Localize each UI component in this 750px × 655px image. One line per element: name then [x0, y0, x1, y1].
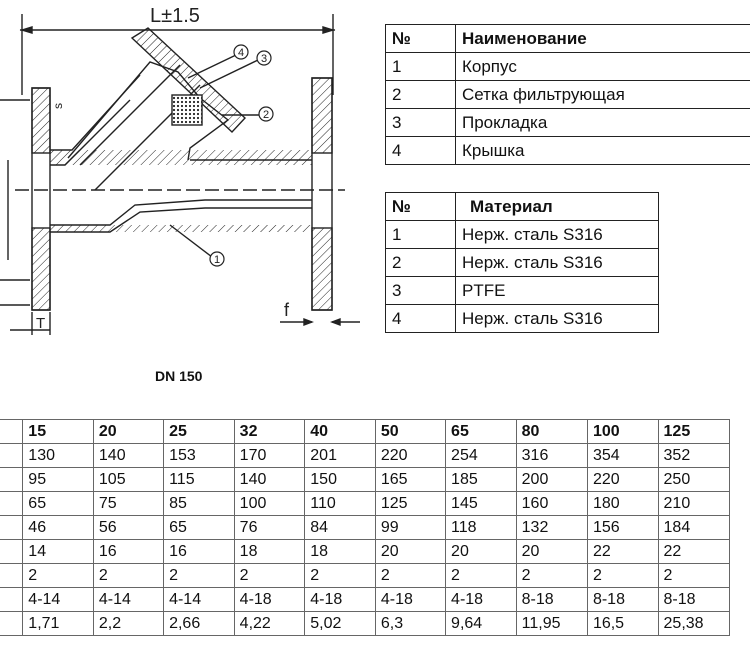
parts-header-num: №	[386, 25, 456, 53]
table-cell: 115	[164, 468, 235, 492]
table-row	[0, 540, 730, 564]
dimensions-col-header: 25	[164, 420, 235, 444]
material-num: 3	[386, 277, 456, 305]
dimensions-col-header: 15	[23, 420, 94, 444]
table-cell: 5,02	[305, 612, 376, 636]
table-cell: 145	[446, 492, 517, 516]
table-cell: 118	[446, 516, 517, 540]
table-cell: 99	[375, 516, 445, 540]
table-cell: 180	[587, 492, 658, 516]
material-num: 4	[386, 305, 456, 333]
dn-caption: DN 150	[155, 368, 203, 384]
table-row	[386, 277, 659, 305]
table-cell: 316	[516, 444, 587, 468]
table-cell: 2	[587, 564, 658, 588]
dimensions-col-header: 32	[234, 420, 305, 444]
table-cell: 8-18	[587, 588, 658, 612]
table-cell: 220	[587, 468, 658, 492]
table-row	[386, 221, 659, 249]
table-cell: 4-14	[164, 588, 235, 612]
table-cell: 140	[93, 444, 163, 468]
table-cell: 140	[234, 468, 305, 492]
table-cell: 184	[658, 516, 729, 540]
table-cell: 2	[305, 564, 376, 588]
row-label	[0, 612, 23, 636]
table-cell: 4-14	[23, 588, 94, 612]
table-cell: 22	[587, 540, 658, 564]
material-num: 2	[386, 249, 456, 277]
parts-num: 1	[386, 53, 456, 81]
parts-name: Сетка фильтрующая	[456, 81, 750, 109]
dimensions-col-header: 100	[587, 420, 658, 444]
table-cell: 2	[93, 564, 163, 588]
table-cell: 4-18	[446, 588, 517, 612]
table-cell: 2	[234, 564, 305, 588]
table-cell: 6,3	[375, 612, 445, 636]
callout-1-label: 1	[213, 254, 221, 266]
table-row	[0, 492, 730, 516]
table-cell: 4-14	[93, 588, 163, 612]
dimensions-header	[0, 420, 730, 444]
callout-2-label: 2	[262, 109, 270, 121]
table-row	[386, 137, 750, 165]
table-row	[386, 249, 659, 277]
table-cell: 156	[587, 516, 658, 540]
row-label	[0, 516, 23, 540]
table-cell: 254	[446, 444, 517, 468]
table-cell: 20	[516, 540, 587, 564]
parts-table	[385, 24, 750, 165]
table-cell: 2	[375, 564, 445, 588]
table-cell: 2	[516, 564, 587, 588]
table-cell: 352	[658, 444, 729, 468]
table-cell: 22	[658, 540, 729, 564]
table-row	[386, 109, 750, 137]
row-label	[0, 444, 23, 468]
material-num: 1	[386, 221, 456, 249]
parts-name: Корпус	[456, 53, 750, 81]
table-cell: 100	[234, 492, 305, 516]
table-cell: 2	[658, 564, 729, 588]
table-cell: 95	[23, 468, 94, 492]
material-name: Нерж. сталь S316	[456, 249, 659, 277]
table-cell: 4-18	[305, 588, 376, 612]
table-cell: 2,2	[93, 612, 163, 636]
table-cell: 75	[93, 492, 163, 516]
dimensions-col-header: 80	[516, 420, 587, 444]
dimensions-col-header: 40	[305, 420, 376, 444]
dimensions-corner	[0, 420, 23, 444]
material-name: PTFE	[456, 277, 659, 305]
row-label	[0, 468, 23, 492]
table-cell: 1,71	[23, 612, 94, 636]
row-label	[0, 588, 23, 612]
dimensions-col-header: 50	[375, 420, 445, 444]
parts-num: 4	[386, 137, 456, 165]
table-cell: 16	[93, 540, 163, 564]
table-row	[0, 468, 730, 492]
table-row	[386, 53, 750, 81]
table-cell: 132	[516, 516, 587, 540]
table-cell: 4-18	[375, 588, 445, 612]
table-row	[386, 81, 750, 109]
parts-name: Прокладка	[456, 109, 750, 137]
table-cell: 85	[164, 492, 235, 516]
table-cell: 4-18	[234, 588, 305, 612]
table-cell: 14	[23, 540, 94, 564]
table-cell: 160	[516, 492, 587, 516]
table-cell: 18	[305, 540, 376, 564]
table-cell: 11,95	[516, 612, 587, 636]
callout-4-label: 4	[237, 47, 245, 59]
material-table	[385, 192, 659, 333]
material-header-num: №	[386, 193, 456, 221]
table-cell: 153	[164, 444, 235, 468]
dimensions-col-header: 65	[446, 420, 517, 444]
callout-3-label: 3	[260, 53, 268, 65]
table-cell: 2	[164, 564, 235, 588]
table-cell: 210	[658, 492, 729, 516]
dim-length-label: L±1.5	[150, 5, 200, 27]
table-row	[0, 612, 730, 636]
material-name: Нерж. сталь S316	[456, 305, 659, 333]
strainer-drawing	[0, 0, 380, 345]
table-cell: 20	[375, 540, 445, 564]
row-label	[0, 540, 23, 564]
table-cell: 16,5	[587, 612, 658, 636]
parts-header-name: Наименование	[456, 25, 750, 53]
table-cell: 20	[446, 540, 517, 564]
table-cell: 150	[305, 468, 376, 492]
material-table-header	[386, 193, 659, 221]
table-cell: 125	[375, 492, 445, 516]
parts-num: 3	[386, 109, 456, 137]
table-cell: 76	[234, 516, 305, 540]
table-cell: 2	[23, 564, 94, 588]
table-cell: 2,66	[164, 612, 235, 636]
table-cell: 9,64	[446, 612, 517, 636]
table-cell: 25,38	[658, 612, 729, 636]
table-cell: 65	[164, 516, 235, 540]
table-cell: 56	[93, 516, 163, 540]
table-cell: 170	[234, 444, 305, 468]
table-row	[0, 588, 730, 612]
dim-s-label: s	[51, 103, 65, 109]
dimensions-col-header: 20	[93, 420, 163, 444]
table-cell: 16	[164, 540, 235, 564]
table-cell: 354	[587, 444, 658, 468]
table-cell: 110	[305, 492, 376, 516]
table-row	[0, 444, 730, 468]
table-cell: 84	[305, 516, 376, 540]
table-cell: 130	[23, 444, 94, 468]
row-label	[0, 492, 23, 516]
table-cell: 250	[658, 468, 729, 492]
table-cell: 200	[516, 468, 587, 492]
material-name: Нерж. сталь S316	[456, 221, 659, 249]
parts-name: Крышка	[456, 137, 750, 165]
table-cell: 65	[23, 492, 94, 516]
parts-table-header	[386, 25, 750, 53]
table-cell: 18	[234, 540, 305, 564]
table-cell: 8-18	[516, 588, 587, 612]
table-cell: 2	[446, 564, 517, 588]
table-cell: 46	[23, 516, 94, 540]
parts-num: 2	[386, 81, 456, 109]
table-cell: 201	[305, 444, 376, 468]
table-row	[0, 516, 730, 540]
table-row	[386, 305, 659, 333]
table-cell: 105	[93, 468, 163, 492]
table-row	[0, 564, 730, 588]
row-label	[0, 564, 23, 588]
dimensions-table	[0, 419, 730, 636]
table-cell: 8-18	[658, 588, 729, 612]
dim-T-label: T	[36, 315, 46, 332]
table-cell: 220	[375, 444, 445, 468]
table-cell: 4,22	[234, 612, 305, 636]
material-header-name: Материал	[456, 193, 659, 221]
dim-f-label: f	[284, 300, 290, 320]
table-cell: 165	[375, 468, 445, 492]
dimensions-col-header: 125	[658, 420, 729, 444]
table-cell: 185	[446, 468, 517, 492]
